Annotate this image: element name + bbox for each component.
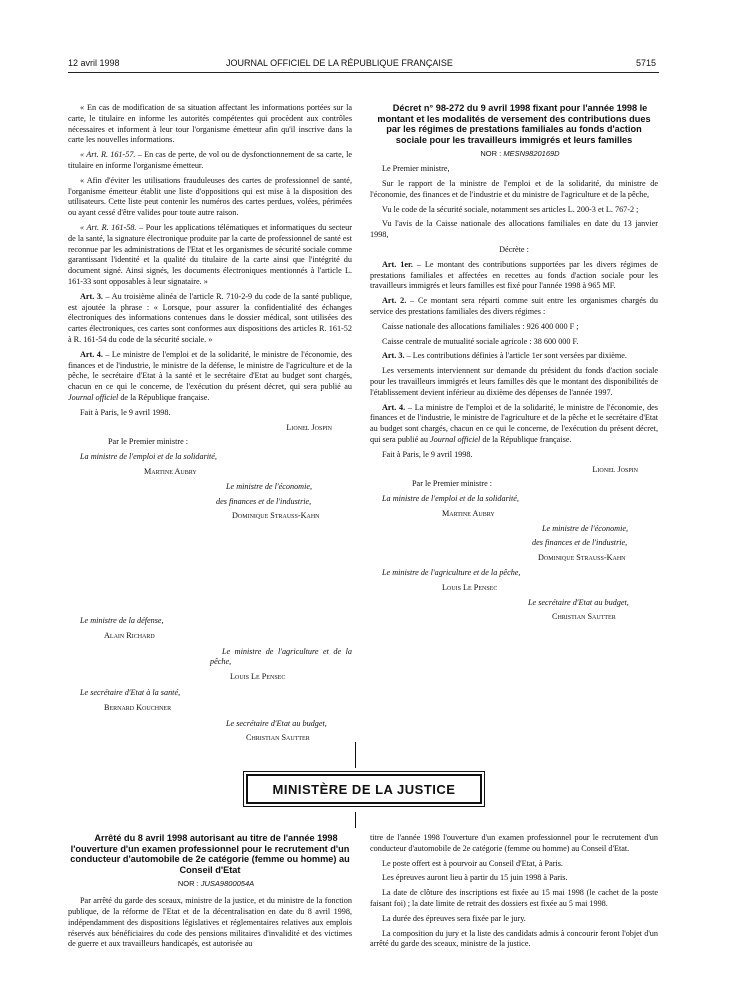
par-premier-ministre: Par le Premier ministre :	[412, 479, 493, 489]
signatory-name: Christian Sautter	[246, 733, 310, 743]
right-column	[370, 103, 658, 627]
nor-reference: NOR : MESN9820169D	[480, 149, 560, 159]
signatory-name: Dominique Strauss-Kahn	[232, 511, 320, 521]
signatory-name: Louis Le Pensec	[230, 672, 286, 682]
paragraph: Sur le rapport de la ministre de l'emploi et de la solidarité, du ministre de l'économie, des finances et de l'industrie et du ministre de l'agriculture et de la pêche,	[370, 178, 658, 199]
paragraph: « Art. R. 161-58. – Pour les applications télématiques et informatiques du secteur de la santé, la signature électronique produite par la carte de professionnel de santé est reconnue par les administrations de l'Etat et les organismes de sécurité sociale comme garantissant l'identité et la qualité du titulaire de la carte ainsi que l'intégrité du document signé. Ainsi signés, les documents électroniques mentionnés à l'article L. 161-33 sont opposables à leur signataire. »	[68, 222, 352, 286]
signatory-role: Le ministre de l'agriculture et de la pêche,	[210, 646, 352, 667]
signatory-role: Le secrétaire d'Etat au budget,	[226, 718, 327, 728]
par-premier-ministre: Par le Premier ministre :	[108, 437, 189, 447]
article-2: Art. 2. – Ce montant sera réparti comme suit entre les organismes chargés du service des prestations familiales des divers régimes :	[370, 296, 658, 316]
signatory-role: La ministre de l'emploi et de la solidarité,	[80, 452, 217, 462]
paragraph: Caisse nationale des allocations familiales : 926 400 000 F ;	[382, 321, 579, 331]
signatory-role: des finances et de l'industrie,	[216, 496, 312, 506]
fait-a-paris: Fait à Paris, le 9 avril 1998.	[80, 407, 171, 417]
paragraph: Vu l'avis de la Caisse nationale des allocations familiales en date du 13 janvier 1998,	[370, 219, 658, 240]
paragraph: « En cas de modification de sa situation affectant les informations portées sur la carte, le titulaire en informe les autorités compétentes qui procèdent aux contrôles nécessaires et informent à leur tour l'organisme émetteur afin qu'il inscrive dans la carte les nouvelles informations.	[68, 103, 352, 145]
signatory-role: Le ministre de la défense,	[80, 616, 164, 625]
signatory-role: La ministre de l'emploi et de la solidarité,	[382, 494, 519, 504]
ministry-heading: MINISTÈRE DE LA JUSTICE	[246, 774, 482, 804]
article-1: Art. 1er. – Le montant des contributions supportées par les divers régimes de prestations familiales et affectées en recettes au fonds d'action sociale pour les travailleurs immigrés et leurs familles est fixé pour l'année 1998 à 965 MF.	[370, 259, 658, 291]
article-4: Art. 4. – Le ministre de l'emploi et de la solidarité, le ministre de l'économie, des finances et de l'industrie, le ministre de la défense, le ministre de l'agriculture et de la pêche, le secrétaire d'Etat à la santé et le secrétaire d'Etat au budget sont chargés, chacun en ce qui le concerne, de l'exécution du présent décret, qui sera publié au Journal officiel de la République française.	[68, 349, 352, 402]
signatory-name: Bernard Kouchner	[104, 702, 172, 712]
signatory-name: Martine Aubry	[442, 508, 495, 518]
paragraph: « Afin d'éviter les utilisations frauduleuses des cartes de professionnel de santé, l'organisme émetteur établit une liste d'oppositions qui est mise à la disposition des utilisateurs. Cette liste peut contenir les numéros des cartes perdues, volées, périmées ou ayant cessé d'être valides pour toute autre raison.	[68, 175, 352, 218]
article-3: Art. 3. – Les contributions définies à l'article 1er sont versées par dixième.	[382, 351, 627, 361]
paragraph: Vu le code de la sécurité sociale, notamment ses articles L. 200-3 et L. 767-2 ;	[382, 204, 639, 214]
signatory-role: Le secrétaire d'Etat à la santé,	[80, 687, 181, 697]
arrete-column	[68, 833, 352, 954]
signatory-name: Alain Richard	[104, 630, 155, 640]
paragraph: « Art. R. 161-57. – En cas de perte, de vol ou de dysfonctionnement de sa carte, le titulaire en informe l'organisme émetteur.	[68, 150, 352, 170]
paragraph: Par arrêté du garde des sceaux, ministre de la justice, et du ministre de la fonction publique, de la réforme de l'Etat et de la décentralisation en date du 8 avril 1998, indépendamment des dispositions législatives et réglementaires relatives aux emplois réservés aux bénéficiaires du code des pensions militaires d'invalidité et des victimes de guerre et aux travailleurs handicapés, est autorisée au	[68, 896, 352, 949]
paragraph: Caisse centrale de mutualité sociale agricole : 38 600 000 F.	[382, 336, 579, 346]
signatory-name: Dominique Strauss-Kahn	[538, 553, 626, 563]
paragraph: La composition du jury et la liste des candidats admis à concourir feront l'objet d'un arrêté du garde des sceaux, ministre de la justice.	[370, 928, 658, 949]
nor-reference: NOR : JUSA9800054A	[177, 879, 255, 889]
signatory-role: Le secrétaire d'Etat au budget,	[528, 597, 629, 607]
left-signatures-lower	[68, 616, 352, 748]
section-divider-line	[355, 812, 356, 828]
arrete-title: Arrêté du 8 avril 1998 autorisant au titre de l'année 1998 l'ouverture d'un examen professionnel pour le recrutement d'un conducteur d'automobile de 2e catégorie (femme ou homme) au Conseil d'Etat	[70, 833, 350, 875]
paragraph: La date de clôture des inscriptions est fixée au 15 mai 1998 (le cachet de la poste faisant foi) ; la date limite de retrait des dossiers est fixée au 5 mai 1998.	[370, 888, 658, 908]
signatory-role: Le ministre de l'agriculture et de la pêche,	[382, 568, 521, 578]
paragraph: Les versements interviennent sur demande du président du fonds d'action sociale pour les travailleurs immigrés et leurs familles dès que le montant des disponibilités de l'établissement devient inférieur au dixième des dépenses de l'année 1997.	[370, 366, 658, 397]
paragraph: titre de l'année 1998 l'ouverture d'un examen professionnel pour le recrutement d'un conducteur d'automobile de 2e catégorie (femme ou homme) au Conseil d'Etat.	[370, 833, 658, 853]
signatory-role: Le ministre de l'économie,	[542, 523, 629, 533]
header-date: 12 avril 1998	[68, 58, 120, 68]
header-page-number: 5715	[636, 58, 657, 68]
paragraph: Les épreuves auront lieu à partir du 15 juin 1998 à Paris.	[382, 873, 568, 883]
signatory-name: Christian Sautter	[552, 612, 616, 622]
decrete: Décrète :	[499, 244, 529, 254]
signatory-name: Lionel Jospin	[592, 464, 638, 474]
signatory-name: Lionel Jospin	[286, 422, 332, 432]
left-column	[68, 103, 352, 526]
decree-title: Décret n° 98-272 du 9 avril 1998 fixant pour l'année 1998 le montant et les modalités de versement des contributions dues par les régimes de prestations familiales au fonds d'action sociale pour les travailleurs immigrés et leurs familles	[377, 103, 651, 145]
arrete-column-continued	[370, 833, 658, 954]
fait-a-paris: Fait à Paris, le 9 avril 1998.	[382, 449, 473, 459]
signatory-name: Martine Aubry	[144, 466, 197, 476]
signatory-name: Louis Le Pensec	[442, 582, 498, 592]
signatory-role: des finances et de l'industrie,	[532, 538, 628, 548]
paragraph: Le Premier ministre,	[382, 164, 450, 174]
article-3: Art. 3. – Au troisième alinéa de l'article R. 710-2-9 du code de la santé publique, est ajoutée la phrase : « Lorsque, pour assurer la confidentialité des échanges électroniques des informations contenues dans le dossier médical, sont utilisées des cartes électroniques, ces cartes sont conformes aux dispositions des articles R. 161-52 à R. 161-54 du code de la sécurité sociale. »	[68, 291, 352, 344]
section-divider-line	[355, 742, 356, 768]
paragraph: Le poste offert est à pourvoir au Conseil d'Etat, à Paris.	[382, 858, 563, 868]
article-4: Art. 4. – La ministre de l'emploi et de la solidarité, le ministre de l'économie, des finances et de l'industrie, le ministre de l'agriculture et de la pêche et le secrétaire d'Etat au budget sont chargés, chacun en ce qui le concerne, de l'exécution du présent décret, qui sera publié au Journal officiel de la République française.	[370, 402, 658, 444]
paragraph: La durée des épreuves sera fixée par le jury.	[382, 913, 526, 923]
signatory-role: Le ministre de l'économie,	[226, 481, 313, 491]
header-journal-title: JOURNAL OFFICIEL DE LA RÉPUBLIQUE FRANÇAISE	[226, 58, 453, 68]
header-rule	[68, 72, 659, 73]
